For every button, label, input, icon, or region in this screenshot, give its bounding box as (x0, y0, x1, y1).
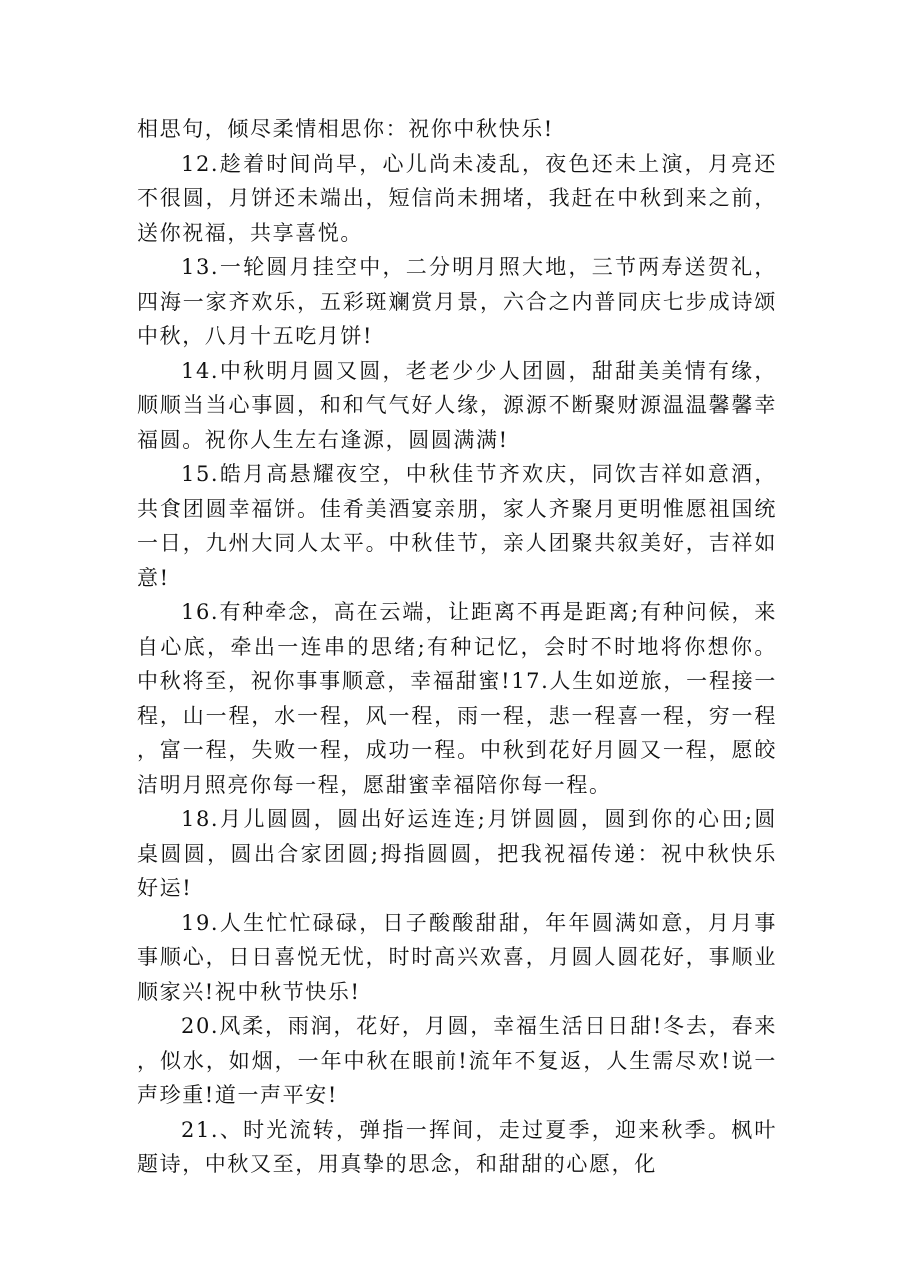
paragraph-item-20: 20.风柔，雨润，花好，月圆，幸福生活日日甜!冬去，春来，似水，如烟，一年中秋在眼前!流年不复返，人生需尽欢!说一声珍重!道一声平安! (137, 1014, 777, 1107)
document-body (137, 112, 777, 1182)
paragraph-item-21: 21.、时光流转，弹指一挥间，走过夏季，迎来秋季。枫叶题诗，中秋又至，用真挚的思念，和甜甜的心愿，化 (137, 1117, 777, 1176)
paragraph-item-13: 13.一轮圆月挂空中，二分明月照大地，三节两寿送贺礼，四海一家齐欢乐，五彩斑斓赏月景，六合之内普同庆七步成诗颂中秋，八月十五吃月饼! (137, 255, 777, 348)
paragraph-item-14: 14.中秋明月圆又圆，老老少少人团圆，甜甜美美情有缘，顺顺当当心事圆，和和气气好人缘，源源不断聚财源温温馨馨幸福圆。祝你人生左右逢源，圆圆满满! (137, 358, 777, 452)
paragraph-item-19: 19.人生忙忙碌碌，日子酸酸甜甜，年年圆满如意，月月事事顺心，日日喜悦无忧，时时高兴欢喜，月圆人圆花好，事顺业顺家兴!祝中秋节快乐! (137, 910, 777, 1004)
paragraph-item-12: 12.趁着时间尚早，心儿尚未凌乱，夜色还未上演，月亮还不很圆，月饼还未端出，短信尚未拥堵，我赶在中秋到来之前，送你祝福，共享喜悦。 (137, 151, 777, 245)
paragraph-item-15: 15.皓月高悬耀夜空，中秋佳节齐欢庆，同饮吉祥如意酒，共食团圆幸福饼。佳肴美酒宴亲朋，家人齐聚月更明惟愿祖国统一日，九州大同人太平。中秋佳节，亲人团聚共叙美好，吉祥如意! (137, 462, 777, 590)
paragraph-continuation: 相思句，倾尽柔情相思你：祝你中秋快乐! (137, 117, 554, 141)
paragraph-item-16-17: 16.有种牵念，高在云端，让距离不再是距离;有种问候，来自心底，牵出一连串的思绪;有种记忆，会时不时地将你想你。中秋将至，祝你事事顺意，幸福甜蜜!17.人生如逆旅，一程接一程，山一程，水一程，风一程，雨一程，悲一程喜一程，穷一程，富一程，失败一程，成功一程。中秋到花好月圆又一程，愿皎洁明月照亮你每一程，愿甜蜜幸福陪你每一程。 (137, 600, 777, 797)
paragraph-item-18: 18.月儿圆圆，圆出好运连连;月饼圆圆，圆到你的心田;圆桌圆圆，圆出合家团圆;拇指圆圆，把我祝福传递：祝中秋快乐好运! (137, 807, 777, 900)
